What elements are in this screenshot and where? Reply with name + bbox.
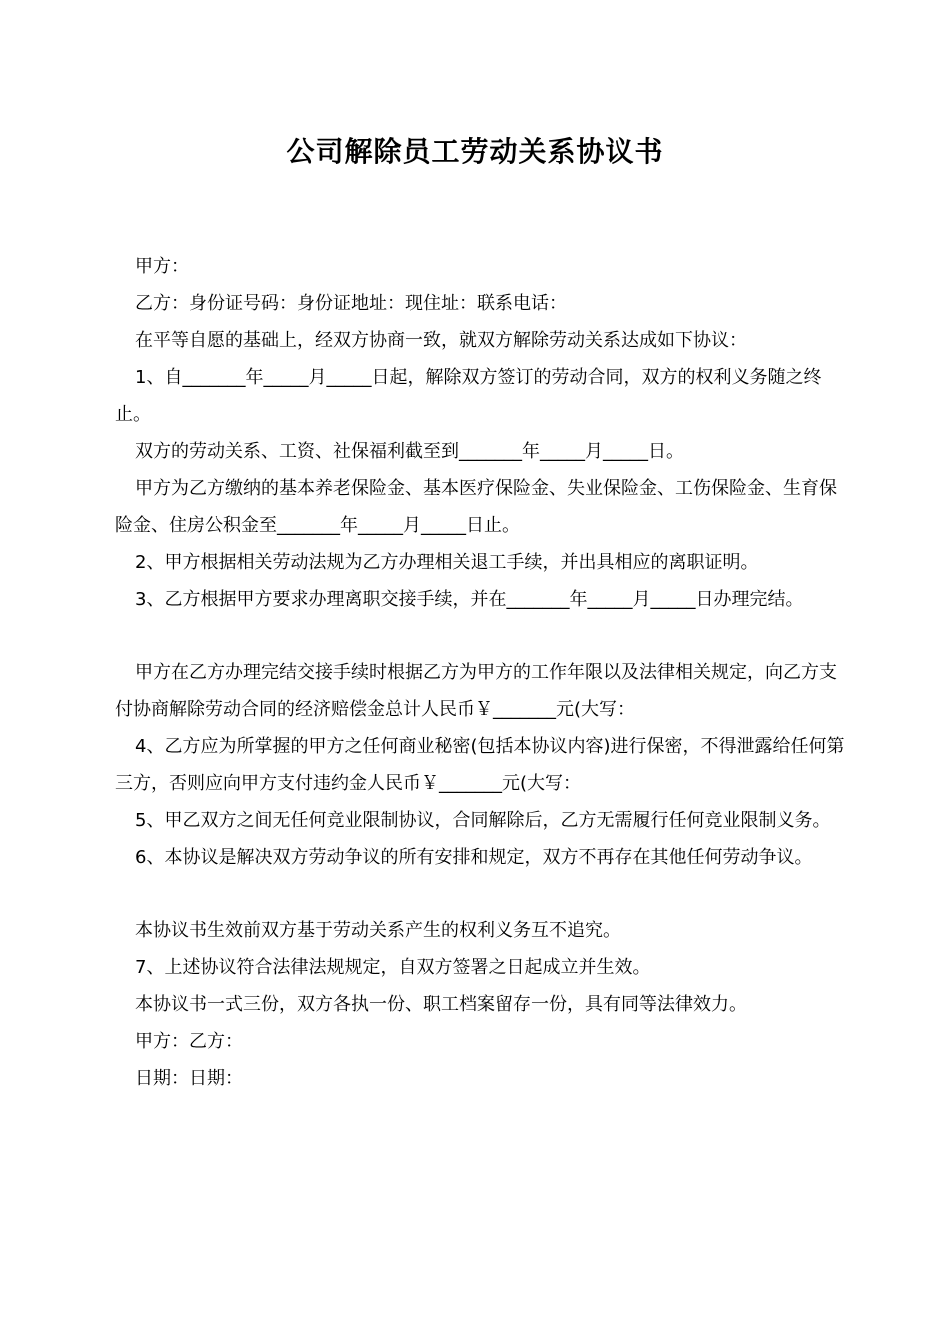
compensation-paragraph: 甲方在乙方办理完结交接手续时根据乙方为甲方的工作年限以及法律相关规定，向乙方支付协商解除劳动合同的经济赔偿金总计人民币￥_______元(大写： xyxy=(115,662,837,720)
clause-3-paragraph: 3、乙方根据甲方要求办理离职交接手续，并在_______年_____月_____日办理完结。 xyxy=(135,589,804,610)
labor-relation-end-paragraph: 双方的劳动关系、工资、社保福利截至到_______年_____月_____日。 xyxy=(135,441,684,462)
party-b-line: 乙方：身份证号码：身份证地址：现住址：联系电话： xyxy=(135,293,567,314)
document-body xyxy=(115,248,850,1097)
clause-4-paragraph: 4、乙方应为所掌握的甲方之任何商业秘密(包括本协议内容)进行保密，不得泄露给任何第三方，否则应向甲方支付违约金人民币￥_______元(大写： xyxy=(115,736,845,794)
preamble-paragraph: 在平等自愿的基础上，经双方协商一致，就双方解除劳动关系达成如下协议： xyxy=(135,330,747,351)
date-line: 日期：日期： xyxy=(135,1068,243,1089)
party-a-line: 甲方： xyxy=(135,256,189,277)
signature-line: 甲方：乙方： xyxy=(135,1031,243,1052)
paragraph-gap xyxy=(115,618,850,654)
clause-1-paragraph: 1、自_______年_____月_____日起，解除双方签订的劳动合同，双方的权利义务随之终止。 xyxy=(115,367,822,425)
clause-2-paragraph: 2、甲方根据相关劳动法规为乙方办理相关退工手续，并出具相应的离职证明。 xyxy=(135,552,759,573)
clause-5-paragraph: 5、甲乙双方之间无任何竞业限制协议，合同解除后，乙方无需履行任何竞业限制义务。 xyxy=(135,810,831,831)
clause-7-paragraph: 7、上述协议符合法律法规规定，自双方签署之日起成立并生效。 xyxy=(135,957,651,978)
clause-6-paragraph: 6、本协议是解决双方劳动争议的所有安排和规定，双方不再存在其他任何劳动争议。 xyxy=(135,847,813,868)
copies-paragraph: 本协议书一式三份，双方各执一份、职工档案留存一份，具有同等法律效力。 xyxy=(135,994,747,1015)
document-title: 公司解除员工劳动关系协议书 xyxy=(286,135,664,168)
paragraph-gap xyxy=(115,876,850,912)
no-claims-paragraph: 本协议书生效前双方基于劳动关系产生的权利义务互不追究。 xyxy=(135,920,621,941)
insurance-paragraph: 甲方为乙方缴纳的基本养老保险金、基本医疗保险金、失业保险金、工伤保险金、生育保险金、住房公积金至_______年_____月_____日止。 xyxy=(115,478,837,536)
